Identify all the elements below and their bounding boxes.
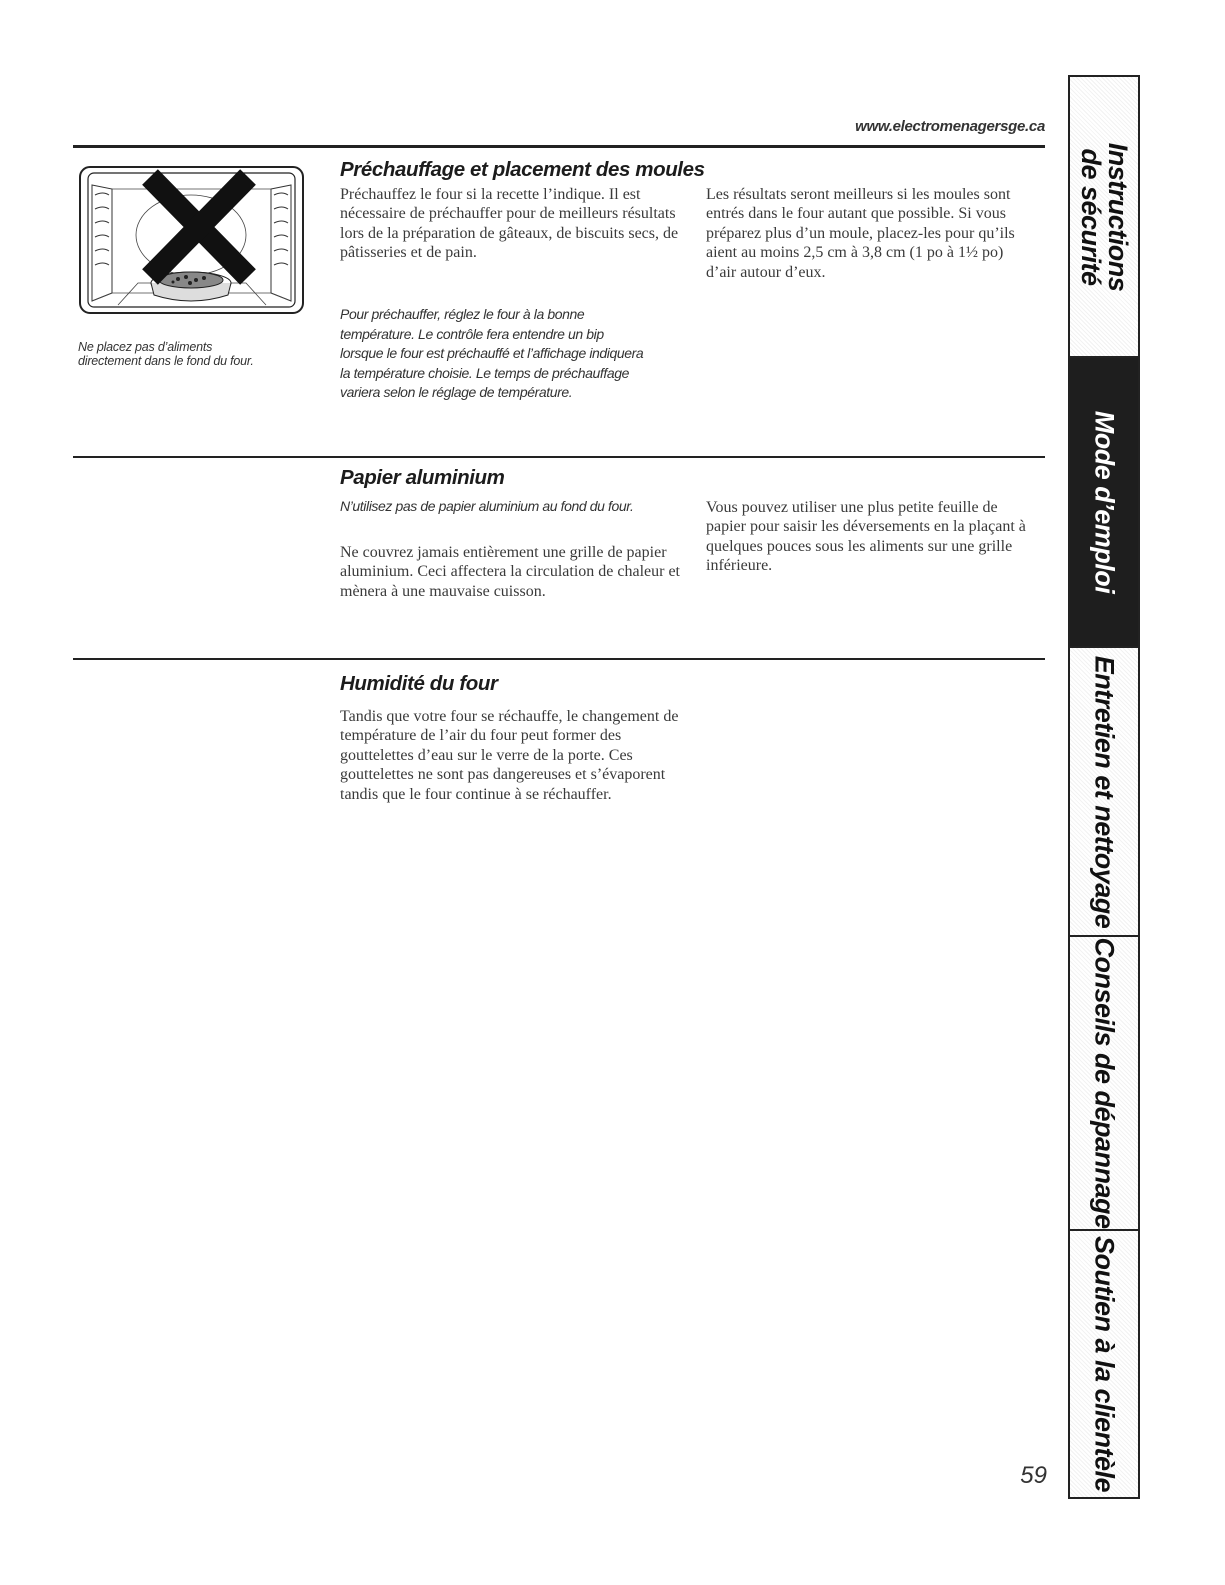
oven-illustration <box>78 165 305 315</box>
foil-paragraph: Ne couvrez jamais entièrement une grille de papier aluminium. Ceci affectera la circulation de chaleur et mènera à une mauvaise cuisson. <box>340 544 680 600</box>
tab-customer-support[interactable] <box>1070 1231 1138 1497</box>
preheating-title: Préchauffage et placement des moules <box>340 158 705 181</box>
caption-line: Ne placez pas d’aliments <box>78 340 213 354</box>
tab-care-cleaning[interactable] <box>1070 648 1138 937</box>
tab-label-line: Instructions <box>1103 142 1133 291</box>
section-divider <box>73 456 1045 458</box>
tab-troubleshooting[interactable] <box>1070 937 1138 1231</box>
foil-col2 <box>706 498 1026 576</box>
tab-label: Mode d’emploi <box>1089 410 1120 594</box>
preheating-col2 <box>706 185 1036 282</box>
tab-label: Conseils de dépannage <box>1089 937 1120 1229</box>
tab-label: Soutien à la clientèle <box>1089 1235 1120 1493</box>
preheating-col1 <box>340 185 685 263</box>
page-number: 59 <box>1020 1462 1047 1489</box>
humidity-title: Humidité du four <box>340 672 498 695</box>
section-tabs <box>1068 75 1140 1499</box>
foil-title: Papier aluminium <box>340 466 505 489</box>
foil-note: N’utilisez pas de papier aluminium au fond du four. <box>340 498 634 514</box>
website-url: www.electromenagersge.ca <box>855 118 1045 135</box>
humidity-col1 <box>340 707 680 804</box>
pan-placement-paragraph: Les résultats seront meilleurs si les moules sont entrés dans le four autant que possible. Si vous préparez plus d’un moule, placez-les pour qu’ils aient au moins 2,5 cm à 3,8 cm (1 po à 1½ po) d’air autour d’eux. <box>706 186 1015 281</box>
section-divider <box>73 658 1045 660</box>
foil-col1 <box>340 543 685 601</box>
figure-caption <box>78 340 308 368</box>
preheating-paragraph: Préchauffez le four si la recette l’indique. Il est nécessaire de préchauffer pour de meilleurs résultats lors de la préparation de gâteaux, de biscuits secs, de pâtisseries et de pain. <box>340 186 679 262</box>
caption-line: directement dans le fond du four. <box>78 354 254 368</box>
tab-label <box>1077 142 1131 291</box>
foil-tip-paragraph: Vous pouvez utiliser une plus petite feuille de papier pour saisir les déversements en la plaçant à quelques pouces sous les aliments sur une grille inférieure. <box>706 499 1026 575</box>
preheating-note: Pour préchauffer, réglez le four à la bonne température. Le contrôle fera entendre un bip lorsque le four est préchauffé et l’affichage indiquera la température choisie. Le temps de préchauffage variera selon le réglage de température. <box>340 306 644 401</box>
header-rule <box>73 145 1045 148</box>
tab-label: Entretien et nettoyage <box>1089 655 1120 928</box>
humidity-paragraph: Tandis que votre four se réchauffe, le changement de température de l’air du four peut former des gouttelettes d’eau sur le verre de la porte. Ces gouttelettes ne sont pas dangereuses et s’évaporent tandis que le four continue à se réchauffer. <box>340 708 679 803</box>
tab-label-line: de sécurité <box>1076 147 1106 286</box>
tab-operating[interactable] <box>1070 358 1138 648</box>
tab-safety[interactable] <box>1070 77 1138 358</box>
